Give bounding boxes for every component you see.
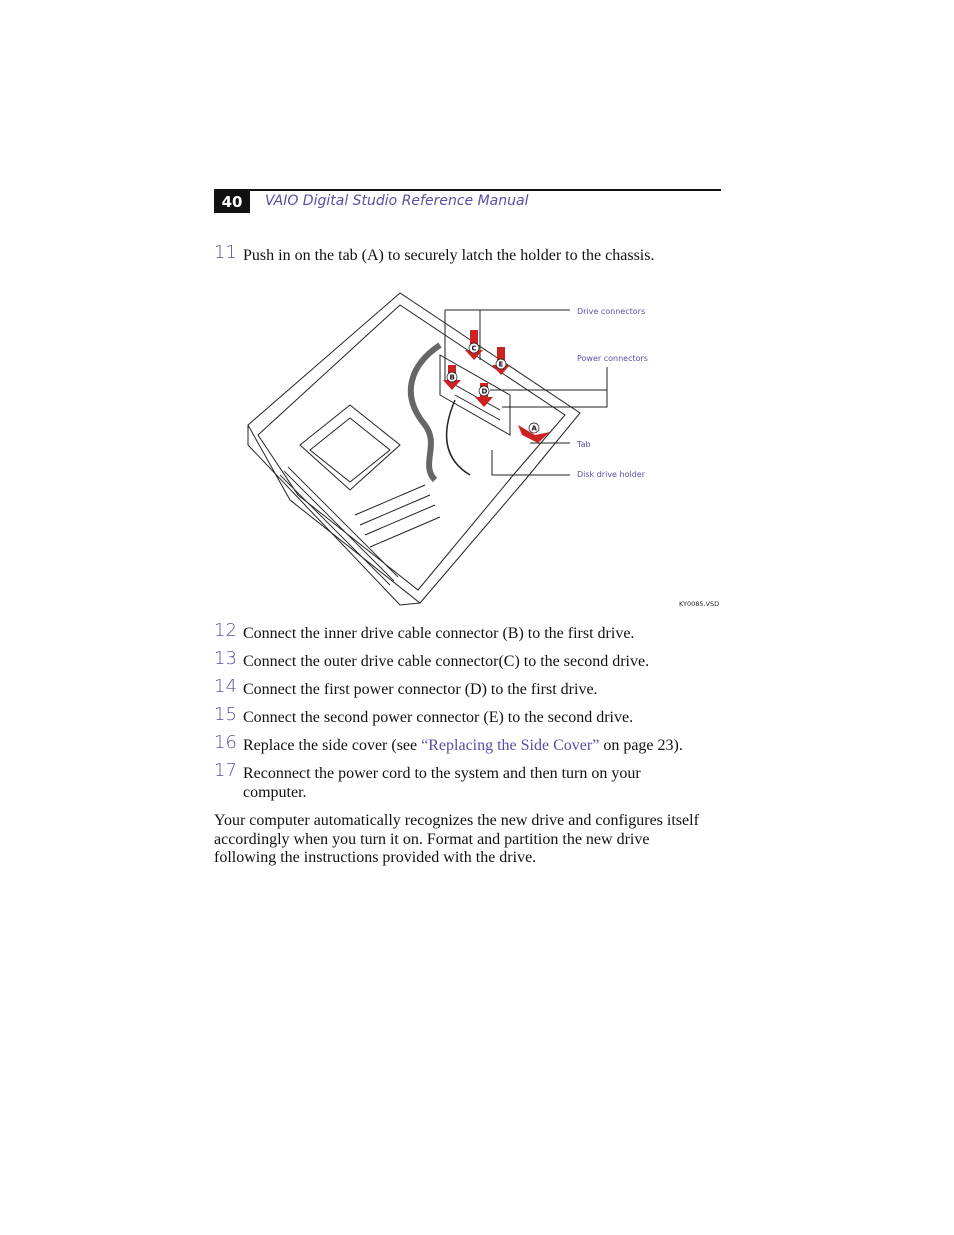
step-text: Connect the outer drive cable connector(C) to the second drive. <box>243 653 650 670</box>
step-number: 14 <box>214 676 237 697</box>
header-rule <box>214 189 721 191</box>
label-drive-connectors: Drive connectors <box>577 307 646 316</box>
chassis-bottom-edge <box>248 425 420 605</box>
step-text: Push in on the tab (A) to securely latch the holder to the chassis. <box>243 247 655 264</box>
label-tab: Tab <box>577 440 591 449</box>
step-number: 16 <box>214 732 237 753</box>
step-13 <box>214 648 714 671</box>
closing-paragraph: Your computer automatically recognizes the new drive and configures itself accordingly when you turn it on. Format and partition the new drive following the instructions provided with the drive. <box>214 812 699 866</box>
step-17 <box>214 760 684 802</box>
page-number: 40 <box>214 189 250 213</box>
expansion-slots <box>355 485 440 547</box>
vent-slots <box>280 467 398 585</box>
callout-d: D <box>481 387 488 396</box>
power-cable <box>447 400 470 475</box>
step-text-after: on page 23). <box>599 737 683 754</box>
step-16 <box>214 732 714 755</box>
step-text <box>243 736 714 755</box>
callout-a: A <box>531 424 537 433</box>
step-number: 11 <box>214 242 237 263</box>
drive-connectors-leader <box>445 310 570 380</box>
chassis-outline <box>248 293 580 603</box>
callout-e: E <box>498 360 504 369</box>
step-11 <box>214 242 714 265</box>
step-number: 17 <box>214 760 237 781</box>
label-disk-drive-holder: Disk drive holder <box>577 470 645 479</box>
step-12 <box>214 620 714 643</box>
step-number: 12 <box>214 620 237 641</box>
step-text: Reconnect the power cord to the system and then turn on your computer. <box>243 765 641 801</box>
chassis-inner <box>258 305 565 590</box>
step-text: Connect the second power connector (E) to the second drive. <box>243 709 634 726</box>
ribbon-cable <box>411 345 440 480</box>
chassis-illustration <box>240 285 720 610</box>
step-text-before: Replace the side cover (see <box>243 737 422 754</box>
figure-file-id: KY0085.VSD <box>679 600 720 608</box>
step-14 <box>214 676 714 699</box>
step-number: 15 <box>214 704 237 725</box>
callout-c: C <box>471 344 477 353</box>
step-text: Connect the first power connector (D) to the first drive. <box>243 681 598 698</box>
step-number: 13 <box>214 648 237 669</box>
running-title: VAIO Digital Studio Reference Manual <box>265 193 529 209</box>
label-power-connectors: Power connectors <box>577 354 648 363</box>
drive-installation-figure <box>240 285 720 610</box>
replacing-side-cover-link[interactable]: “Replacing the Side Cover” <box>421 737 600 754</box>
callout-b: B <box>449 373 455 382</box>
step-15 <box>214 704 714 727</box>
step-text: Connect the inner drive cable connector (B) to the first drive. <box>243 625 635 642</box>
power-connectors-leader <box>490 367 607 407</box>
